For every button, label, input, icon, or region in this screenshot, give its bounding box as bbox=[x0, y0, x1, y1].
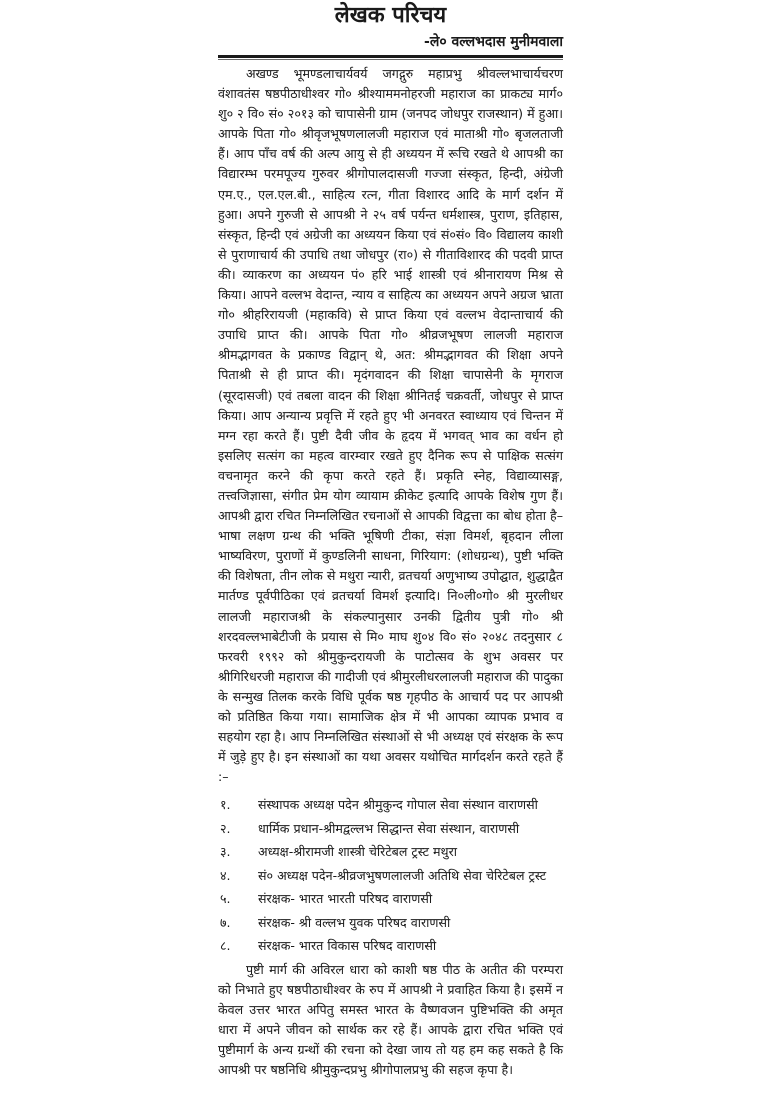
list-item bbox=[218, 817, 563, 841]
biography-paragraph: अखण्ड भूमण्डलाचार्यवर्य जगद्गुरु महाप्रभु श्रीवल्लभाचार्यचरण वंशावतंस षष्ठपीठाधीश्वर गो० श्रीश्याममनोहरजी महाराज का प्राकट्य मार्ग० शु० २ वि० सं० २०१३ को चापासेनी ग्राम (जनपद जोधपुर राजस्थान) में हुआ। आपके पिता गो० श्रीवृजभूषणलालजी महाराज एवं माताश्री गो० बृजलताजी हैं। आप पाँच वर्ष की अल्प आयु से ही अध्ययन में रूचि रखते थे आपश्री का विद्यारम्भ परमपूज्य गुरुवर श्रीगोपालदासजी गज्जा संस्कृत, हिन्दी, अंग्रेजी एम.ए., एल.एल.बी., साहित्य रत्न, गीता विशारद आदि के मार्ग दर्शन में हुआ। अपने गुरुजी से आपश्री ने २५ वर्ष पर्यन्त धर्मशास्त्र, पुराण, इतिहास, संस्कृत, हिन्दी एवं अग्रेजी का अध्ययन किया एवं सं०सं० वि० विद्यालय काशी से पुराणाचार्य की उपाधि तथा जोधपुर (रा०) से गीताविशारद की पदवी प्राप्त की। व्याकरण का अध्ययन पं० हरि भाई शास्त्री एवं श्रीनारायण मिश्र से किया। आपने वल्लभ वेदान्त, न्याय व साहित्य का अध्ययन अपने अग्रज भ्राता गो० श्रीहरिरायजी (महाकवि) से प्राप्त किया एवं वल्लभ वेदान्ताचार्य की उपाधि प्राप्त की। आपके पिता गो० श्रीव्रजभूषण लालजी महाराज श्रीमद्भागवत के प्रकाण्ड विद्वान् थे, अत: श्रीमद्भागवत की शिक्षा अपने पिताश्री से ही प्राप्त की। मृदंगवादन की शिक्षा चापासेनी के मृगराज (सूरदासजी) एवं तबला वादन की शिक्षा श्रीनितई चक्रवर्ती, जोधपुर से प्राप्त किया। आप अन्यान्य प्रवृत्ति में रहते हुए भी अनवरत स्वाध्याय एवं चिन्तन में मग्न रहा करते हैं। पुष्टी दैवी जीव के हृदय में भगवत् भाव का वर्धन हो इसलिए सत्संग का महत्व वारम्वार रखते हुए दैनिक रूप से पाक्षिक सत्संग वचनामृत करने की कृपा करते रहते हैं। प्रकृति स्नेह, विद्याव्यासङ्ग, तत्त्वजिज्ञासा, संगीत प्रेम योग व्यायाम क्रीकेट इत्यादि आपके विशेष गुण हैं। आपश्री द्वारा रचित निम्नलिखित रचनाओं से आपकी विद्वत्ता का बोध होता है– भाषा लक्षण ग्रन्थ की भक्ति भूषिणी टीका, संज्ञा विमर्श, बृहदान लीला भाष्यविरण, पुराणों में कुण्डलिनी साधना, गिरियाग: (शोधग्रन्थ), पुष्टी भक्ति की विशेषता, तीन लोक से मथुरा न्यारी, व्रतचर्या अणुभाष्य उपोद्घात, शुद्धाद्वैत मार्तण्ड पूर्वपीठिका एवं व्रतचर्या विमर्श इत्यादि। नि०ली०गो० श्री मुरलीधर लालजी महाराजश्री के संकल्पानुसार उनकी द्वितीय पुत्री गो० श्री शरदवल्लभाबेटीजी के प्रयास से मि० माघ शु०४ वि० सं० २०४८ तदनुसार ८ फरवरी १९९२ को श्रीमुकुन्दरायजी के पाटोत्सव के शुभ अवसर पर श्रीगिरिधरजी महाराज की गादीजी एवं श्रीमुरलीधरलालजी महाराज की पादुका के सन्मुख तिलक करके विधि पूर्वक षष्ठ गृहपीठ के आचार्य पद पर आपश्री को प्रतिष्ठित किया गया। सामाजिक क्षेत्र में भी आपका व्यापक प्रभाव व सहयोग रहा है। आप निम्नलिखित संस्थाओं से भी अध्यक्ष एवं संरक्षक के रूप में जुड़े हुए है। इन संस्थाओं का यथा अवसर यथोचित मार्गदर्शन करते रहते हैं :– bbox=[218, 66, 563, 785]
list-number: २. bbox=[220, 820, 231, 836]
header-divider-thick bbox=[218, 55, 563, 58]
list-item bbox=[218, 934, 563, 958]
list-number: ७. bbox=[220, 914, 231, 930]
list-number: ३. bbox=[220, 844, 231, 860]
article bbox=[218, 0, 563, 1080]
list-item bbox=[218, 887, 563, 911]
author-byline: -ले० वल्लभदास मुनीमवाला bbox=[424, 34, 563, 50]
header-divider-thin bbox=[218, 59, 563, 60]
closing-paragraph: पुष्टी मार्ग की अविरल धारा को काशी षष्ठ पीठ के अतीत की परम्परा को निभाते हुए षष्ठपीठाधीश्वर के रुप में आपश्री ने प्रवाहित किया है। इसमें न केवल उत्तर भारत अपितु समस्त भारत के वैष्णवजन पुष्टिभक्ति की अमृत धारा में अपने जीवन को सार्थक कर रहे हैं। आपके द्वारा रचित भक्ति एवं पुष्टीमार्ग के अन्य ग्रन्थों की रचना को देखा जाय तो यह हम कह सकते है कि आपश्री पर षष्ठनिधि श्रीमुकुन्दप्रभु श्रीगोपालप्रभु की सहज कृपा है। bbox=[218, 961, 563, 1078]
list-text: अध्यक्ष-श्रीरामजी शास्त्री चेरिटेबल ट्रस्ट मथुरा bbox=[258, 844, 457, 860]
list-item bbox=[218, 911, 563, 935]
list-text: संरक्षक- श्री वल्लभ युवक परिषद वाराणसी bbox=[258, 914, 451, 930]
list-text: सं० अध्यक्ष पदेन-श्रीव्रजभुषणलालजी अतिथि सेवा चेरिटेबल ट्रस्ट bbox=[258, 867, 547, 883]
list-text: संरक्षक- भारत भारती परिषद वाराणसी bbox=[258, 891, 433, 907]
list-number: ४. bbox=[220, 867, 231, 883]
list-number: १. bbox=[220, 797, 231, 813]
list-item bbox=[218, 840, 563, 864]
page-title: लेखक परिचय bbox=[334, 3, 447, 28]
list-text: संरक्षक- भारत विकास परिषद वाराणसी bbox=[258, 938, 437, 954]
list-text: संस्थापक अध्यक्ष पदेन श्रीमुकुन्द गोपाल सेवा संस्थान वाराणसी bbox=[258, 797, 538, 813]
institutions-list bbox=[218, 793, 563, 958]
list-item bbox=[218, 864, 563, 888]
list-number: ८. bbox=[220, 938, 231, 954]
list-item bbox=[218, 793, 563, 817]
list-number: ५. bbox=[220, 891, 231, 907]
list-text: धार्मिक प्रधान-श्रीमद्वल्लभ सिद्धान्त सेवा संस्थान, वाराणसी bbox=[258, 820, 520, 836]
